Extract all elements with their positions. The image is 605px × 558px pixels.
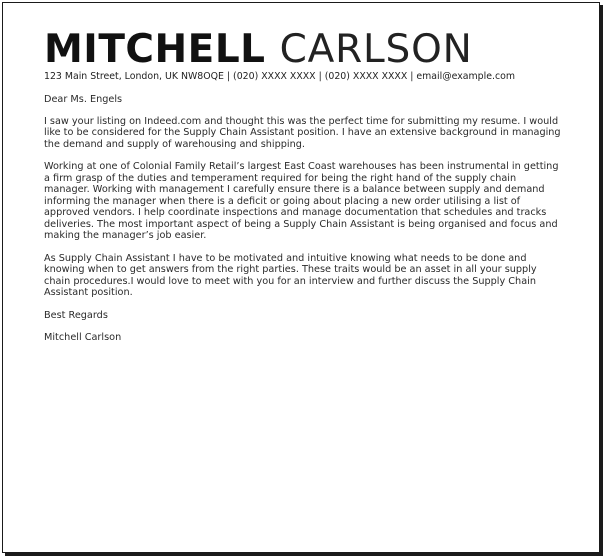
sender-name [44,27,473,72]
letter-body [44,94,564,355]
sender-contact-line: 123 Main Street, London, UK NW8OQE | (020) XXXX XXXX | (020) XXXX XXXX | email@example.com [44,71,515,82]
paragraph-experience: Working at one of Colonial Family Retail’s largest East Coast warehouses has been instrumental in getting a firm grasp of the duties and temperament required for being the right hand of the supply chain manager. Working with management I carefully ensure there is a balance between supply and demand informing the manager when there is a deficit or going about placing a new order utilising a list of approved vendors. I help coordinate inspections and manage documentation that schedules and tracks deliveries. The most important aspect of being a Supply Chain Assistant is being organised and focus and making the manager’s job easier. [44,161,559,241]
paragraph-intro: I saw your listing on Indeed.com and thought this was the perfect time for submitting my resume. I would like to be considered for the Supply Chain Assistant position. I have an extensive background in managing the demand and supply of warehousing and shipping. [44,115,561,150]
closing-phrase: Best Regards [44,309,108,321]
salutation: Dear Ms. Engels [44,94,123,105]
paragraph-closing: As Supply Chain Assistant I have to be motivated and intuitive knowing what needs to be done and knowing when to get answers from the right parties. These traits would be an asset in all your supply chain procedures.I would love to meet with you for an interview and further discuss the Supply Chain Assistant position. [44,252,537,298]
page-shadow-right [600,5,603,556]
page-shadow-bottom [5,553,603,556]
signature-name: Mitchell Carlson [44,332,122,343]
sender-last-name: CARLSON [279,27,473,72]
sender-first-name: MITCHELL [44,27,266,72]
